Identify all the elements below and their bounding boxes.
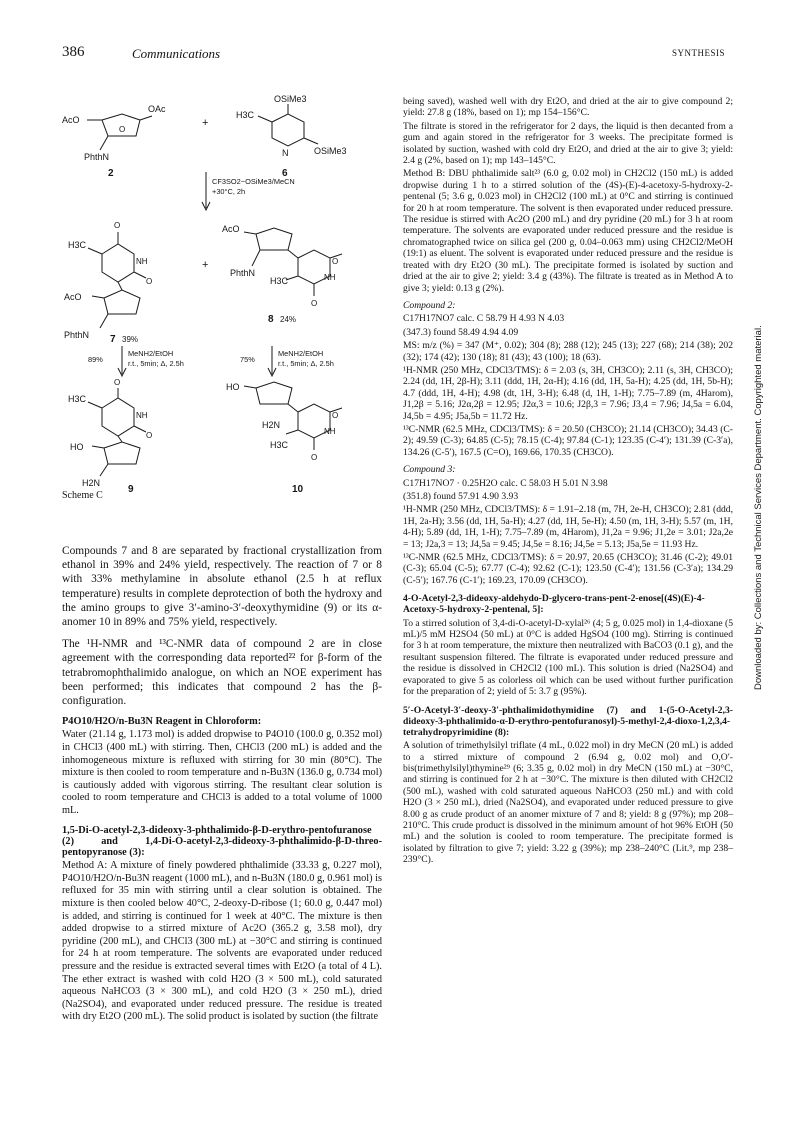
paragraph: ¹H-NMR (250 MHz, CDCl3/TMS): δ = 1.91–2.18 (m, 7H, 2e-H, CH3CO); 2.81 (ddd, 1H, 2a-H); 3.56 (dd, 1H, 5a-H); 4.27 (dd, 1H, 5e-H); 4.50 (m, 1H, 3-H); 5.57 (m, 1H, 4-H); 5.89 (dd, 1H, 1-H); 7.75–7.89 (m, 4Harom), J1,2a = 9.96; J1,2e = 3.01; J2a,2e = 13; J2a,3 = 13; J4,5a = 9.45; J4,5e = 8.16; J4,5e = 5.13; J5a,5e = 11.93 Hz. xyxy=(403,504,733,550)
conditions-3-line-1: MeNH2/EtOH xyxy=(278,349,324,358)
analysis-line: C17H17NO7 · 0.25H2O calc. C 58.03 H 5.01 N 3.98 xyxy=(403,477,608,489)
atom-o: O xyxy=(332,257,339,266)
analysis-line: C17H17NO7 calc. C 58.79 H 4.93 N 4.03 xyxy=(403,313,565,325)
compound-heading: Compound 2: xyxy=(403,299,456,311)
reaction-scheme xyxy=(62,92,392,492)
atom-n: N xyxy=(282,148,289,158)
atom-nh: NH xyxy=(136,411,148,420)
atom-h3c: H3C xyxy=(68,240,87,250)
atom-h2n: H2N xyxy=(262,420,281,430)
compound-2-label: 2 xyxy=(108,168,114,179)
paragraph: A solution of trimethylsilyl triflate (4 mL, 0.022 mol) in dry MeCN (20 mL) is added to a stirred mixture of compound 2 (6.94 g, 0.02 mol) and O,O′-bis(trimethylsilyl)thymine²⁹ (6; 3.35 g, 0.02 mol) in dry MeCN (150 mL) at −30°C, and stirring is continued for 2 h at −30°C. The mixture is then diluted with CH2Cl2 (500 mL), washed with cold saturated aqueous NaHCO3 (250 mL) and with cold H2O (3 × 250 mL), dried (Na2SO4), and evaporated under reduced pressure to give 8.00 g as crude product of an anomer mixture of 7 and 8; yield: 8 g (97%); mp 208–210°C. This crude product is dissolved in the minimum amount of hot 96% EtOH (50 mL) and the solution is cooled to room temperature. The precipitate formed is isolated by filtration to give 7; yield: 3.22 g (39%); mp 238–240°C (Lit.⁹, mp 238–239°C). xyxy=(403,740,733,866)
compound-heading: Compound 3: xyxy=(403,464,456,476)
paragraph: ¹³C-NMR (62.5 MHz, CDCl3/TMS): δ = 20.50 (CH3CO); 21.14 (CH3CO); 34.43 (C-2); 49.59 (C-3); 64.85 (C-5); 78.15 (C-4); 97.84 (C-1); 123.35 (C-4′); 131.39 (C-3′a), 134.26 (C-5′), 167.5 (C=O), 169.66, 170.35 (CH3CO). xyxy=(403,423,733,458)
left-column xyxy=(62,544,382,1026)
atom-nh: NH xyxy=(136,257,148,266)
atom-oac: OAc xyxy=(148,104,166,114)
paragraph: Water (21.14 g, 1.173 mol) is added dropwise to P4O10 (100.0 g, 0.352 mol) in CHCl3 (400 mL) with stirring. Then, CHCl3 (200 mL) is added and the inhomogeneous mixture is refluxed with stirring for 30 min (80°C). The mixture is then cooled to room temperature and n-Bu3N (136.0 g, 0.734 mol) is cautiously added with vigorous stirring. The resultant clear solution is cooled to room temperature and CHCl3 is added to a total volume of 1000 mL. xyxy=(62,729,382,816)
plus-sign: + xyxy=(202,117,209,129)
atom-aco: AcO xyxy=(64,292,82,302)
paragraph: ¹³C-NMR (62.5 MHz, CDCl3/TMS): δ = 20.97, 20.65 (CH3CO); 31.46 (C-2); 49.01 (C-3); 65.04 (C-5); 67.77 (C-4); 92.62 (C-1); 123.50 (C-4′); 131.56 (C-3′a); 134.29 (C-5′); 167.76 (C-1′); 169.23, 170.09 (CH3CO). xyxy=(403,552,733,586)
atom-o: O xyxy=(119,125,126,134)
compound-7-label: 7 xyxy=(110,334,116,345)
compound-9-label: 9 xyxy=(128,484,134,492)
conditions-2-line-1: MeNH2/EtOH xyxy=(128,349,174,358)
paragraph: The ¹H-NMR and ¹³C-NMR data of compound 2 are in close agreement with the corresponding data reported²² for β-form of the tetrabromophthalimido analogue, on which an NOE experiment has been performed; this indicates that compound 2 has the β-configuration. xyxy=(62,638,382,708)
atom-osime3: OSiMe3 xyxy=(314,146,347,156)
atom-o: O xyxy=(146,277,153,286)
atom-h3c: H3C xyxy=(68,394,87,404)
atom-aco: AcO xyxy=(222,224,240,234)
paragraph: Method B: DBU phthalimide salt²³ (6.0 g, 0.02 mol) in CH2Cl2 (150 mL) is added dropwise during 1 h to a stirred solution of the (4S)-(E)-4-acetoxy-5-hydroxy-2-pentenal (5; 3.6 g, 0.023 mol) in CH2Cl2 (100 mL) at 0°C and stirring is continued for 20 h at room temperature. The solvent is then evaporated under reduced pressure. The residue is stirred with Ac2O (200 mL) and dry pyridine (20 mL) for 3 h at room temperature. The solvents are evaporated under reduced pressure and the residue is chromatographed twice on silica gel (200 g, 0.04–0.063 mm) using CH2Cl2/MeOH (19:1) as eluent. The solvent is evaporated under reduced pressure and the residue is treated with dry Et2O (30 mL). The precipitate formed is isolated by suction and dried at the air to give 2; yield: 3.4 g (43%). The filtrate is treated as in Method A to give 3; yield: 0.13 g (2%). xyxy=(403,168,733,294)
atom-o: O xyxy=(332,411,339,420)
atom-aco: AcO xyxy=(62,115,80,125)
section-heading: 1,5-Di-O-acetyl-2,3-dideoxy-3-phthalimido-β-D-erythro-pentofuranose (2) and 1,4-Di-O-acetyl-2,3-dideoxy-3-phthalimido-β-D-threo-pentopyranose (3): xyxy=(62,824,382,858)
atom-o: O xyxy=(114,221,121,230)
plus-sign: + xyxy=(202,259,209,271)
compound-8-yield: 24% xyxy=(280,315,297,324)
atom-h3c: H3C xyxy=(236,110,255,120)
atom-ho: HO xyxy=(70,442,84,452)
paragraph: ¹H-NMR (250 MHz, CDCl3/TMS): δ = 2.03 (s, 3H, CH3CO); 2.11 (s, 3H, CH3CO); 2.24 (dd, 1H, 2β-H); 3.11 (ddd, 1H, 2α-H); 4.16 (dd, 1H, 5a-H); 4.25 (dd, 1H, 5b-H); 4.7 (ddd, 1H, 4-H); 4.98 (dt, 1H, 3-H); 6.48 (d, 1H, 1-H); 7.75–7.89 (m, 4Harom), J1,2β = 5.16; J2α,2β = 12.95; J2α,3 = 10.6; J2β,3 = 7.96; J3,4 = 7.96; J4,5a = 6.04, J4,5b = 4.95; J5a,5b = 11.72 Hz. xyxy=(403,364,733,422)
conditions-3-yield: 75% xyxy=(240,355,255,364)
conditions-1-line-2: +30°C, 2h xyxy=(212,187,246,196)
paragraph: The filtrate is stored in the refrigerator for 2 days, the liquid is then decanted from a gum and again stored in the refrigerator for 3 weeks. The precipitate formed is isolated by suction, washed with cold dry Et2O, and dried at the air to give 3; yield: 2.4 g (2%, based on 1); mp 143–145°C. xyxy=(403,120,733,167)
analysis-line: (347.3) found 58.49 4.94 4.09 xyxy=(403,326,519,338)
atom-nh: NH xyxy=(324,427,336,436)
atom-h3c: H3C xyxy=(270,440,289,450)
atom-osime3: OSiMe3 xyxy=(274,94,307,104)
paragraph: being saved), washed well with dry Et2O, and dried at the air to give compound 2; yield: 27.8 g (18%, based on 1); mp 154–156°C. xyxy=(403,96,733,119)
journal-name: SYNTHESIS xyxy=(672,48,726,58)
atom-o: O xyxy=(146,431,153,440)
conditions-3-line-2: r.t., 5min; Δ, 2.5h xyxy=(278,359,334,368)
paragraph: Compounds 7 and 8 are separated by fractional crystallization from ethanol in 39% and 24% yield, respectively. The reaction of 7 or 8 with 33% methylamine in absolute ethanol (2.5 h at reflux temperature) results in complete deprotection of both the hydroxy and the amino groups to give 3′-amino-3′-deoxythymidine (9) or its α-anomer 10 in 89% and 75% yield, respectively. xyxy=(62,545,382,629)
section-title: Communications xyxy=(132,46,221,61)
scheme-caption: Scheme C xyxy=(62,490,103,501)
conditions-2-yield: 89% xyxy=(88,355,103,364)
paragraph: Method A: A mixture of finely powdered phthalimide (33.33 g, 0.227 mol), P4O10/H2O/n-Bu3N reagent (1000 mL), and n-Bu3N (180.0 g, 0.961 mol) is refluxed for 35 min with stirring until a clear solution is obtained. The mixture is then cooled below 40°C, 2-deoxy-D-ribose (1; 60.0 g, 0.447 mol) is added, and stirring is continued for 1 week at 40°C. The mixture is then added dropwise to a stirred mixture of Ac2O (365.2 g, 3.58 mol), dry pyridine (200 mL), and CHCl3 (300 mL) at −30°C and stirring is continued for 24 h at room temperature. The solvents are evaporated under reduced pressure and the residue is extracted several times with Et2O (a total of 4 L). The ether extract is washed with cold H2O (3 × 500 mL), cold saturated aqueous NaHCO3 (3 × 300 mL), and cold H2O (3 × 250 mL), dried (Na2SO4), and evaporated under reduced pressure. The residue is treated with dry Et2O (200 mL). The solid product is isolated by suction (the filtrate xyxy=(62,860,382,1023)
analysis-line: (351.8) found 57.91 4.90 3.93 xyxy=(403,491,519,502)
section-heading: 4-O-Acetyl-2,3-dideoxy-aldehydo-D-glycero-trans-pent-2-enose[(4S)(E)-4-Acetoxy-5-hydroxy-2-pentenal, 5]: xyxy=(403,593,705,616)
compound-7-yield: 39% xyxy=(122,335,139,344)
download-notice: Downloaded by: Collections and Technical Services Department. Copyrighted material. xyxy=(753,325,764,690)
atom-h2n: H2N xyxy=(82,478,101,488)
section-heading: P4O10/H2O/n-Bu3N Reagent in Chloroform: xyxy=(62,716,262,728)
atom-nh: NH xyxy=(324,273,336,282)
atom-o: O xyxy=(114,378,121,387)
compound-8-label: 8 xyxy=(268,314,274,325)
compound-10-label: 10 xyxy=(292,484,304,492)
atom-phthn: PhthN xyxy=(64,330,90,340)
atom-ho: HO xyxy=(226,382,240,392)
paragraph: MS: m/z (%) = 347 (M⁺, 0.02); 304 (8); 288 (12); 245 (13); 227 (68); 214 (38); 202 (32); 174 (42); 130 (18); 81 (43); 43 (100); 18 (63). xyxy=(403,340,733,363)
compound-6-label: 6 xyxy=(282,168,288,179)
right-column xyxy=(403,96,733,868)
section-heading: 5′-O-Acetyl-3′-deoxy-3′-phthalimidothymidine (7) and 1-(5-O-Acetyl-2,3-dideoxy-3-phthalimido-α-D-erythro-pentofuranosyl)-5-methyl-2,4-dioxo-1,2,3,4-tetrahydropyrimidine (8): xyxy=(403,704,733,738)
atom-o: O xyxy=(311,299,318,308)
conditions-1-line-1: CF3SO2−OSiMe3/MeCN xyxy=(212,177,295,186)
atom-phthn: PhthN xyxy=(230,268,256,278)
paragraph: To a stirred solution of 3,4-di-O-acetyl-D-xylal²⁶ (4; 5 g, 0.025 mol) in 1,4-dioxane (5 mL)/5 mM H2SO4 (50 mL) at 0°C is added HgSO4 (100 mg). Stirring is continued for 3 h at room temperature, the mixture then neutralized with BaCO3 (0.1 g), and the resultant suspension filtered. The filtrate is evaporated under reduced pressure and the residue is dissolved in CH2Cl2 (100 mL). This solution is dried (Na2SO4) and evaporated to give 5 as colorless oil which can be used without further purification for the preparation of 2; yield of 5: 3.7 g (95%). xyxy=(403,617,733,698)
atom-phthn: PhthN xyxy=(84,152,110,162)
atom-h3c: H3C xyxy=(270,276,289,286)
conditions-2-line-2: r.t., 5min; Δ, 2.5h xyxy=(128,359,184,368)
atom-o: O xyxy=(311,453,318,462)
page-number: 386 xyxy=(62,44,85,60)
